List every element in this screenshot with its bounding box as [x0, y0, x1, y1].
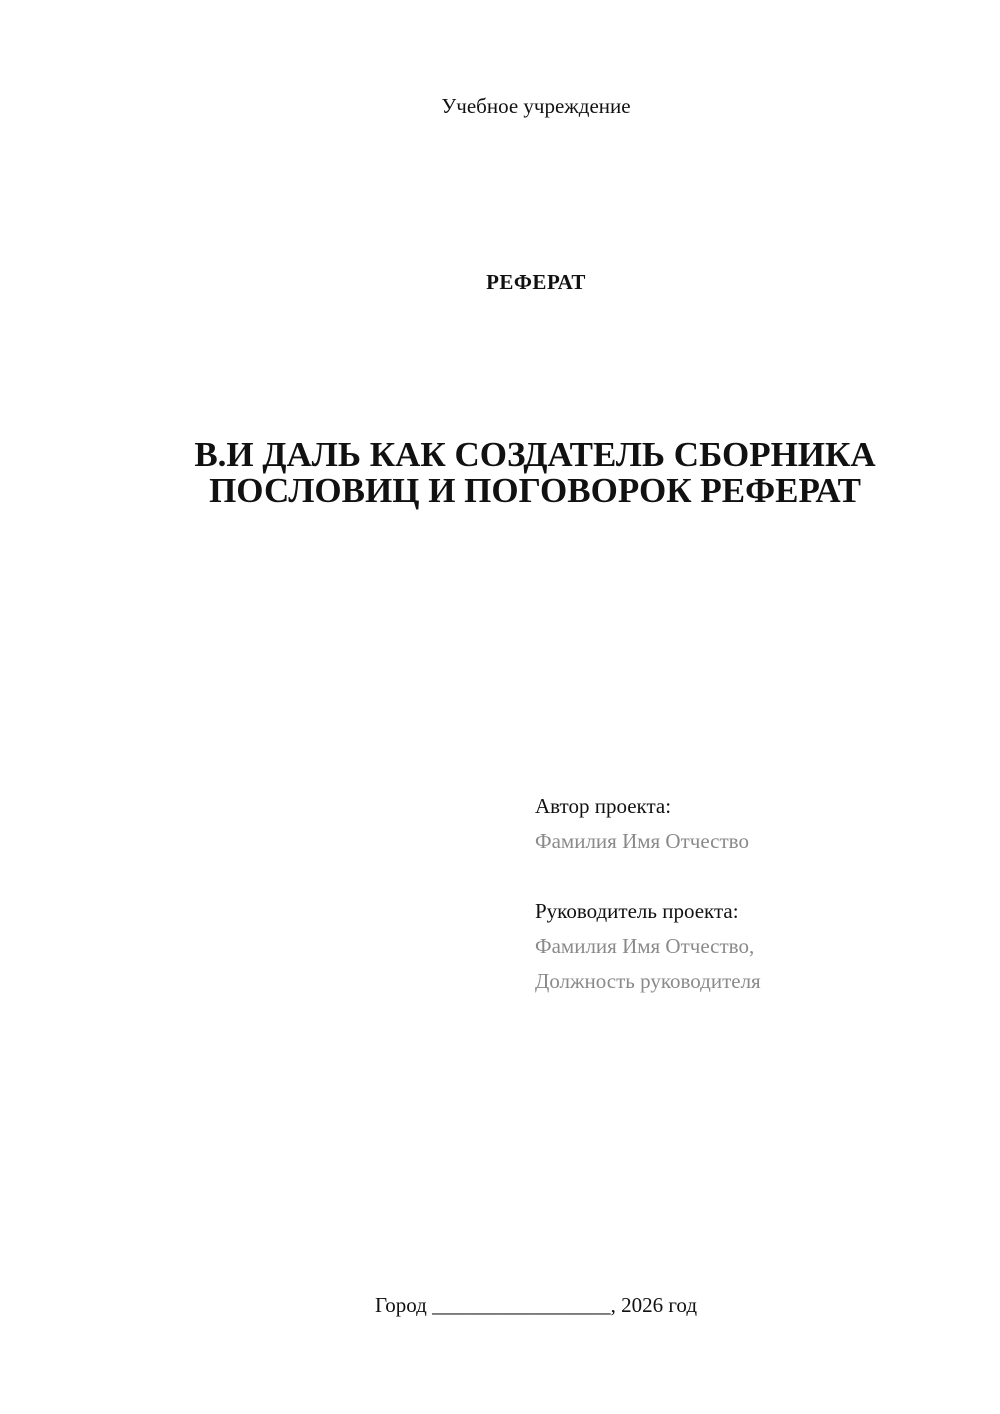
- author-label: Автор проекта:: [535, 794, 672, 818]
- document-title: [100, 437, 970, 509]
- document-type: РЕФЕРАТ: [486, 270, 586, 294]
- document-title-line-1: В.И ДАЛЬ КАК СОЗДАТЕЛЬ СБОРНИКА: [194, 435, 876, 474]
- document-title-line-2: ПОСЛОВИЦ И ПОГОВОРОК РЕФЕРАТ: [209, 471, 861, 510]
- institution-name: Учебное учреждение: [441, 94, 631, 118]
- author-name-placeholder: Фамилия Имя Отчество: [535, 829, 749, 853]
- credits-block: [535, 789, 975, 999]
- supervisor-position-placeholder: Должность руководителя: [535, 969, 761, 993]
- credits-spacer: [535, 859, 975, 894]
- city-year-line: Город _________________, 2026 год: [374, 1293, 698, 1317]
- supervisor-name-placeholder: Фамилия Имя Отчество,: [535, 934, 755, 958]
- supervisor-label: Руководитель проекта:: [535, 899, 739, 923]
